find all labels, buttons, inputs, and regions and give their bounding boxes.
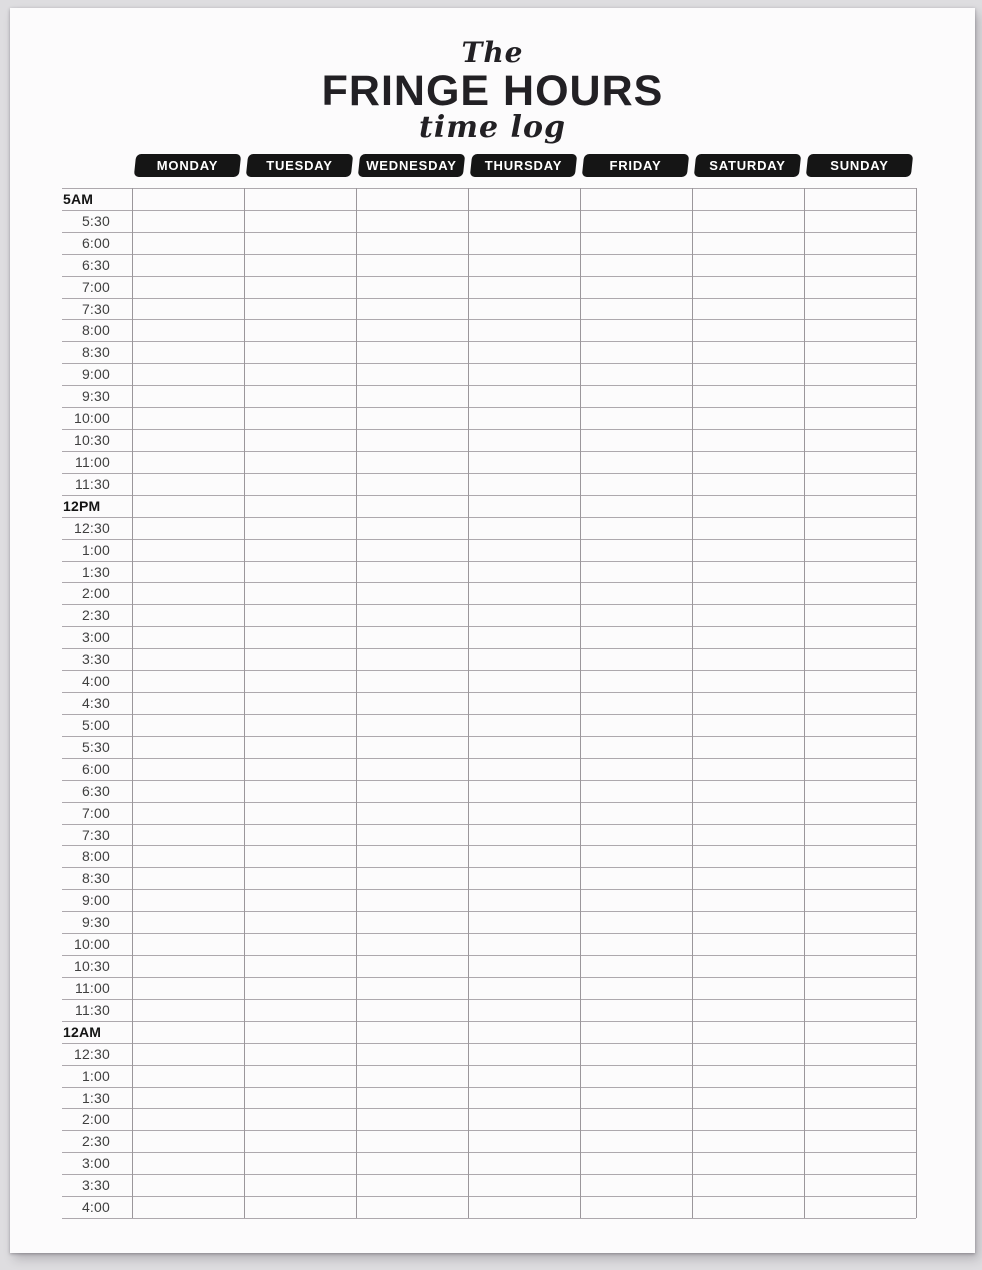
time-label: 4:00 — [81, 1199, 110, 1216]
time-label: 3:30 — [81, 1177, 110, 1194]
time-grid — [62, 188, 916, 1218]
time-label: 5:30 — [81, 212, 110, 229]
grid-hline — [62, 802, 916, 803]
day-tab-sunday — [806, 154, 913, 177]
time-label: 11:00 — [75, 453, 110, 470]
grid-hline — [62, 955, 916, 956]
grid-hline — [62, 1043, 916, 1044]
title-script-the: The — [461, 36, 524, 69]
day-tab-label: SATURDAY — [709, 158, 786, 173]
grid-hline — [62, 473, 916, 474]
grid-hline — [62, 670, 916, 671]
day-tab-label: MONDAY — [156, 158, 218, 173]
time-label: 2:30 — [81, 1133, 110, 1150]
time-section-label: 12PM — [63, 497, 101, 514]
grid-hline — [62, 385, 916, 386]
day-tab-tuesday — [245, 154, 352, 177]
grid-hline — [62, 933, 916, 934]
time-label: 1:30 — [81, 563, 110, 580]
time-label: 6:00 — [81, 760, 110, 777]
grid-vline — [692, 188, 693, 1218]
grid-hline — [62, 495, 916, 496]
grid-hline — [62, 517, 916, 518]
grid-hline — [62, 867, 916, 868]
grid-hline — [62, 232, 916, 233]
grid-hline — [62, 648, 916, 649]
time-label: 3:30 — [81, 651, 110, 668]
grid-hline — [62, 429, 916, 430]
day-tab-label: WEDNESDAY — [365, 158, 457, 173]
day-tab-saturday — [694, 154, 801, 177]
time-label: 1:00 — [81, 541, 110, 558]
grid-hline — [62, 298, 916, 299]
time-label: 2:00 — [81, 585, 110, 602]
time-label: 12:30 — [73, 519, 110, 536]
grid-hline — [62, 407, 916, 408]
grid-vline — [804, 188, 805, 1218]
time-label: 6:00 — [81, 234, 110, 251]
time-label: 5:00 — [81, 716, 110, 733]
time-label: 11:30 — [75, 475, 110, 492]
grid-hline — [62, 188, 916, 189]
grid-hline — [62, 582, 916, 583]
grid-hline — [62, 1130, 916, 1131]
day-tab-label: FRIDAY — [609, 158, 662, 173]
time-section-label: 12AM — [63, 1023, 102, 1040]
grid-hline — [62, 363, 916, 364]
time-label: 3:00 — [81, 629, 110, 646]
time-label: 6:30 — [81, 256, 110, 273]
time-label: 12:30 — [73, 1045, 110, 1062]
grid-hline — [62, 1174, 916, 1175]
grid-hline — [62, 276, 916, 277]
grid-vline — [916, 188, 917, 1218]
time-label: 6:30 — [81, 782, 110, 799]
grid-vline — [356, 188, 357, 1218]
grid-hline — [62, 692, 916, 693]
grid-hline — [62, 604, 916, 605]
grid-hline — [62, 1196, 916, 1197]
grid-hline — [62, 1108, 916, 1109]
grid-vline — [244, 188, 245, 1218]
grid-hline — [62, 845, 916, 846]
time-label: 9:30 — [81, 914, 110, 931]
day-tab-label: TUESDAY — [265, 158, 333, 173]
day-tab-friday — [582, 154, 689, 177]
time-label: 7:00 — [81, 804, 110, 821]
grid-hline — [62, 714, 916, 715]
time-label: 9:30 — [81, 388, 110, 405]
grid-hline — [62, 824, 916, 825]
time-label: 3:00 — [81, 1155, 110, 1172]
time-label: 11:30 — [75, 1001, 110, 1018]
page — [10, 8, 975, 1253]
time-label: 10:00 — [73, 936, 110, 953]
grid-hline — [62, 1152, 916, 1153]
grid-hline — [62, 561, 916, 562]
grid-hline — [62, 1087, 916, 1088]
grid-hline — [62, 999, 916, 1000]
time-label: 10:30 — [73, 432, 110, 449]
day-tab-monday — [133, 154, 240, 177]
page-title: FRINGE HOURS — [321, 67, 664, 115]
grid-hline — [62, 977, 916, 978]
grid-hline — [62, 626, 916, 627]
grid-hline — [62, 1218, 916, 1219]
time-label: 8:30 — [81, 344, 110, 361]
time-label: 7:00 — [81, 278, 110, 295]
grid-hline — [62, 210, 916, 211]
grid-vline — [468, 188, 469, 1218]
grid-hline — [62, 451, 916, 452]
day-tab-label: SUNDAY — [830, 158, 889, 173]
time-label: 7:30 — [81, 300, 110, 317]
grid-hline — [62, 736, 916, 737]
grid-hline — [62, 539, 916, 540]
day-tab-label: THURSDAY — [484, 158, 562, 173]
grid-hline — [62, 889, 916, 890]
grid-hline — [62, 254, 916, 255]
grid-hline — [62, 1021, 916, 1022]
time-label: 8:00 — [81, 322, 110, 339]
time-label: 4:00 — [81, 673, 110, 690]
grid-hline — [62, 319, 916, 320]
time-label: 11:00 — [75, 979, 110, 996]
grid-hline — [62, 1065, 916, 1066]
grid-hline — [62, 341, 916, 342]
time-label: 8:30 — [81, 870, 110, 887]
time-label: 2:00 — [81, 1111, 110, 1128]
grid-hline — [62, 758, 916, 759]
time-label: 8:00 — [81, 848, 110, 865]
time-label: 9:00 — [81, 892, 110, 909]
time-label: 1:30 — [81, 1089, 110, 1106]
grid-hline — [62, 780, 916, 781]
day-tab-wednesday — [357, 154, 464, 177]
time-label: 9:00 — [81, 366, 110, 383]
time-label: 10:30 — [73, 958, 110, 975]
title-script-timelog: time log — [419, 110, 566, 145]
time-section-label: 5AM — [63, 191, 94, 207]
time-label: 4:30 — [81, 695, 110, 712]
time-label: 10:00 — [73, 410, 110, 427]
day-tabs — [62, 154, 916, 177]
time-label: 1:00 — [81, 1067, 110, 1084]
day-tab-thursday — [469, 154, 576, 177]
time-label: 5:30 — [81, 738, 110, 755]
time-label: 7:30 — [81, 826, 110, 843]
grid-vline — [580, 188, 581, 1218]
time-label: 2:30 — [81, 607, 110, 624]
grid-hline — [62, 911, 916, 912]
